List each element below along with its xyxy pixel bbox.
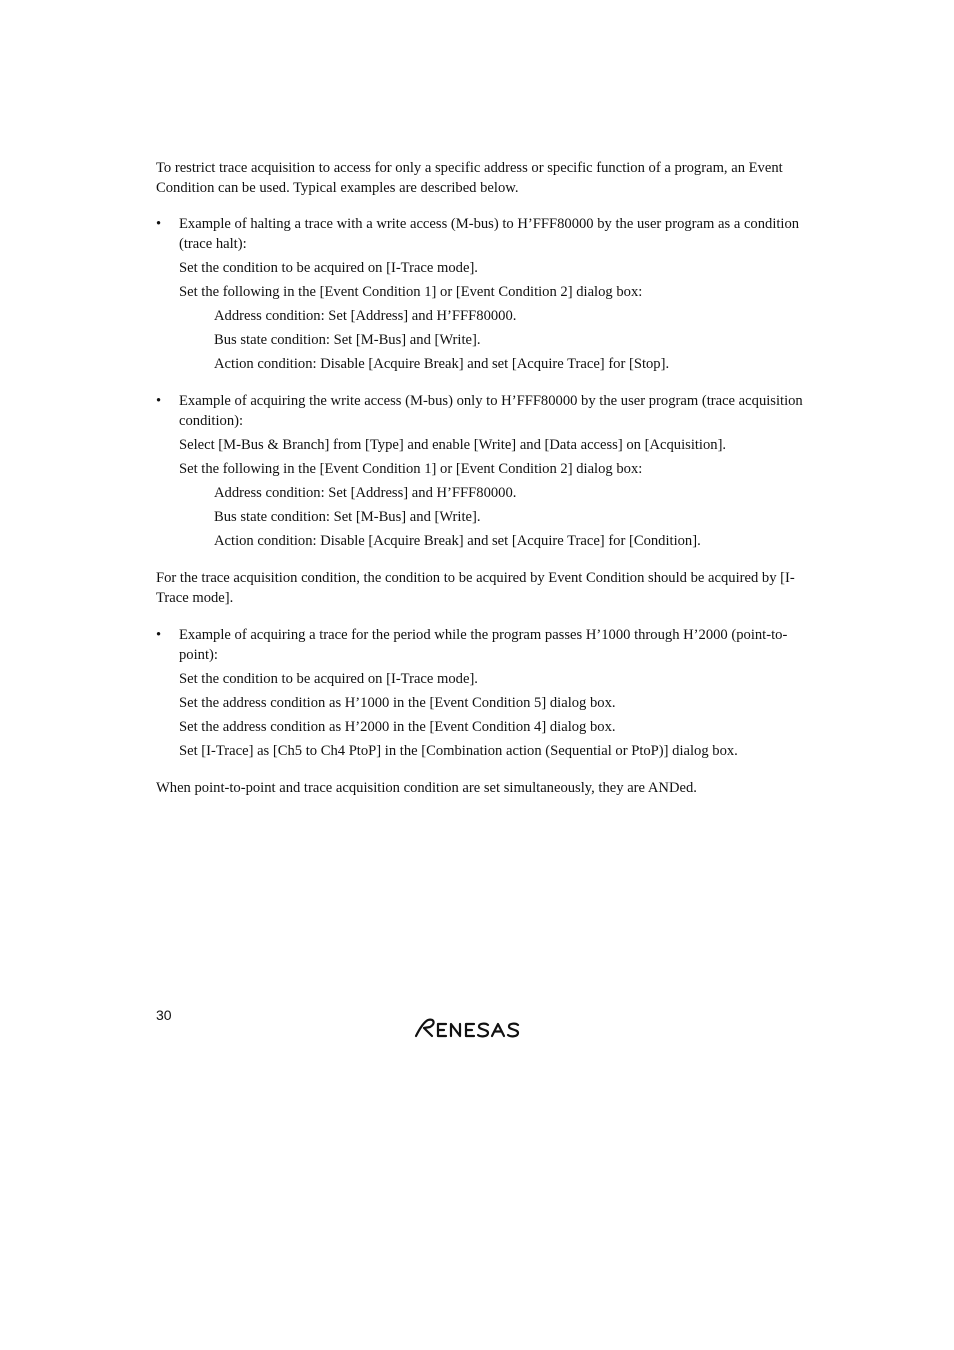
instruction-line: Select [M-Bus & Branch] from [Type] and enable [Write] and [Data access] on [Acquisition]. [179, 437, 727, 453]
bullet-halt-example [156, 214, 816, 374]
middle-paragraph: For the trace acquisition condition, the condition to be acquired by Event Condition should be acquired by [I-Trace mode]. [156, 570, 795, 606]
instruction-line: Set the following in the [Event Condition 1] or [Event Condition 2] dialog box: [179, 284, 643, 300]
sub-instruction: Bus state condition: Set [M-Bus] and [Write]. [214, 509, 481, 525]
renesas-logo [414, 1016, 534, 1040]
instruction-line: Set the condition to be acquired on [I-Trace mode]. [179, 260, 478, 276]
instruction-line: Set the condition to be acquired on [I-Trace mode]. [179, 671, 478, 687]
instruction-line: Set the address condition as H’1000 in the [Event Condition 5] dialog box. [179, 695, 616, 711]
sub-instruction: Action condition: Disable [Acquire Break] and set [Acquire Trace] for [Condition]. [214, 533, 701, 549]
bullet-icon: • [156, 393, 162, 409]
closing-paragraph: When point-to-point and trace acquisition condition are set simultaneously, they are ANDed. [156, 780, 697, 796]
instruction-line: Set the following in the [Event Condition 1] or [Event Condition 2] dialog box: [179, 461, 643, 477]
sub-instruction: Address condition: Set [Address] and H’FFF80000. [214, 308, 517, 324]
sub-instruction: Address condition: Set [Address] and H’FFF80000. [214, 485, 517, 501]
instruction-line: Set the address condition as H’2000 in the [Event Condition 4] dialog box. [179, 719, 616, 735]
bullet-acquisition-example [156, 391, 816, 551]
bullet-lead: Example of acquiring the write access (M-bus) only to H’FFF80000 by the user program (trace acquisition condition): [179, 393, 803, 429]
bullet-lead: Example of halting a trace with a write access (M-bus) to H’FFF80000 by the user program as a condition (trace halt): [179, 216, 800, 252]
bullet-lead: Example of acquiring a trace for the period while the program passes H’1000 through H’2000 (point-to-point): [179, 627, 788, 663]
document-body [156, 158, 816, 798]
bullet-icon: • [156, 216, 162, 232]
sub-instruction: Action condition: Disable [Acquire Break] and set [Acquire Trace] for [Stop]. [214, 356, 670, 372]
bullet-icon: • [156, 627, 162, 643]
instruction-line: Set [I-Trace] as [Ch5 to Ch4 PtoP] in the [Combination action (Sequential or PtoP)] dialog box. [179, 743, 738, 759]
intro-paragraph: To restrict trace acquisition to access for only a specific address or specific function of a program, an Event Condition can be used. Typical examples are described below. [156, 160, 783, 196]
sub-instruction: Bus state condition: Set [M-Bus] and [Write]. [214, 332, 481, 348]
bullet-point-to-point-example [156, 625, 816, 761]
page-number: 30 [156, 1007, 172, 1023]
